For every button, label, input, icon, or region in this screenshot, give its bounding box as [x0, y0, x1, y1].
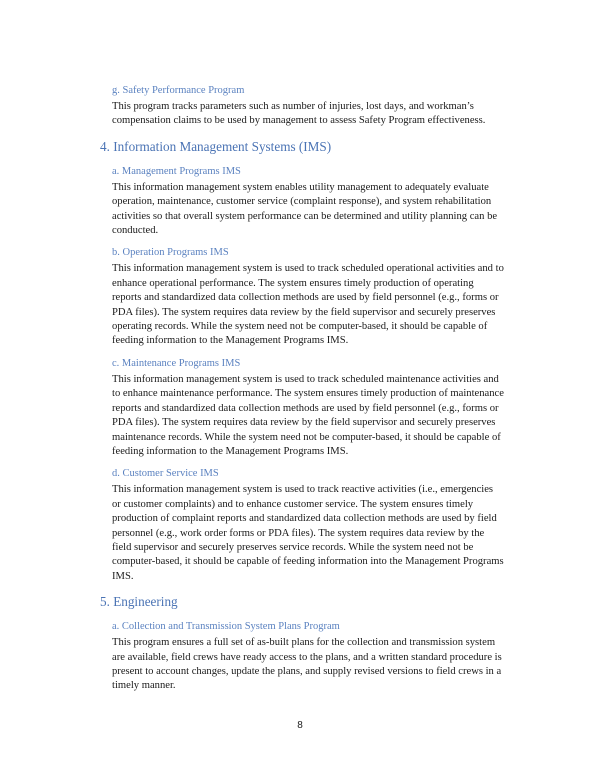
paragraph-customer-service-ims: This information management system is used to track reactive activities (i.e., emergencies or customer complaints) and to enhance customer service. The system ensures timely production of complaint reports and standardized data collection methods are used by field personnel (e.g., work order forms or PDA files). The system requires data review by the field supervisor and securely preserves service records. While the system need not be computer-based, it should be capable of feeding information into the Management Programs IMS.: [112, 484, 504, 582]
paragraph-maintenance-programs-ims: This information management system is used to track scheduled maintenance activities and to enhance maintenance performance. The system ensures timely production of maintenance reports and standardized data collection methods are used by field personnel (e.g., forms or PDA files). The system requires data review by the field supervisor and securely preserves maintenance records. While the system need not be computer-based, it should be capable of feeding information to the Management Programs IMS.: [112, 373, 504, 457]
subheading-safety-performance-program: g. Safety Performance Program: [112, 85, 245, 96]
paragraph-collection-transmission-plans: This program ensures a full set of as-built plans for the collection and transmission system are available, field crews have ready access to the plans, and a written standard procedure is present to account changes, update the plans, and supply revised versions to field crews in a timely manner.: [112, 637, 502, 692]
page-content: [100, 84, 504, 702]
paragraph-safety-performance: This program tracks parameters such as number of injuries, lost days, and workman’s compensation claims to be used by management to assess Safety Program effectiveness.: [112, 101, 486, 127]
page-number: 8: [297, 720, 303, 731]
subheading-customer-service-ims: d. Customer Service IMS: [112, 468, 219, 480]
subheading-collection-transmission-plans: a. Collection and Transmission System Plans Program: [112, 621, 340, 633]
subheading-maintenance-programs-ims: c. Maintenance Programs IMS: [112, 357, 241, 369]
subheading-management-programs-ims: a. Management Programs IMS: [112, 165, 241, 177]
section-heading-information-management-systems: 4. Information Management Systems (IMS): [100, 138, 332, 154]
section-heading-engineering: 5. Engineering: [100, 594, 178, 610]
paragraph-operation-programs-ims: This information management system is used to track scheduled operational activities and to enhance operational performance. The system ensures timely production of operating reports and standardized data collection methods are used by field personnel (e.g., forms or PDA files). The system requires data review by the field supervisor and securely preserves operating records. While the system need not be computer-based, it should be capable of feeding information to the Management Programs IMS.: [112, 263, 504, 347]
subheading-operation-programs-ims: b. Operation Programs IMS: [112, 247, 229, 259]
paragraph-management-programs-ims: This information management system enables utility management to adequately evaluate operation, maintenance, customer service (complaint response), and system rehabilitation activities so that overall system performance can be determined and utility planning can be conducted.: [112, 181, 498, 237]
